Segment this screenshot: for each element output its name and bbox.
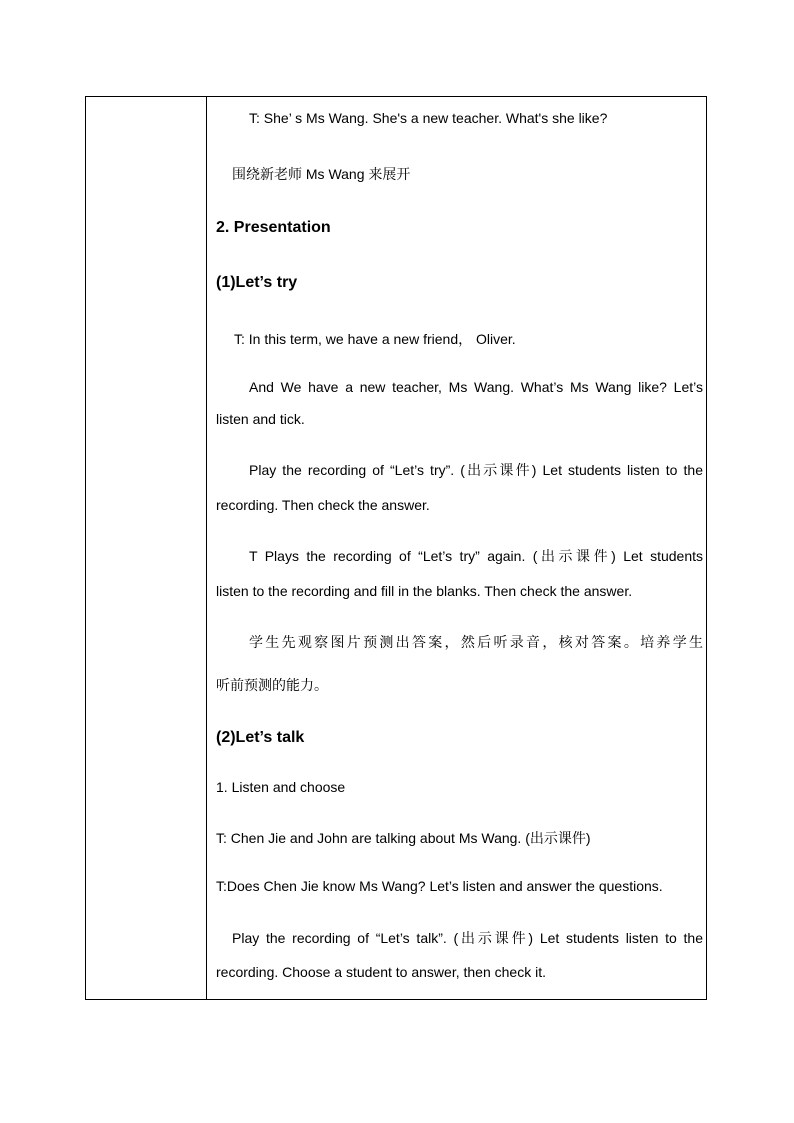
text-line: T: Chen Jie and John are talking about Ms Wang. (出示课件) [216,830,591,846]
text-line: 围绕新老师 Ms Wang 来展开 [232,166,411,182]
text-line: 学生先观察图片预测出答案，然后听录音，核对答案。培养学生 [249,634,703,650]
lesson-plan-table [85,96,707,1000]
text-line: recording. Choose a student to answer, then check it. [216,964,546,980]
subsection-heading: (1)Let’s try [216,274,298,291]
text-line: And We have a new teacher, Ms Wang. What’s Ms Wang like? Let’s [249,379,703,395]
text-line: 1. Listen and choose [216,779,346,795]
left-column-cell [86,97,207,999]
text-line: T Plays the recording of “Let’s try” again. (出示课件) Let students [249,548,703,564]
text-line: listen and tick. [216,411,305,427]
text-line: 听前预测的能力。 [216,677,328,693]
subsection-heading: (2)Let’s talk [216,729,305,746]
text-line: T: In this term, we have a new friend， Oliver. [234,331,516,347]
text-line: Play the recording of “Let’s talk”. (出示课件) Let students listen to the [232,930,703,946]
text-line: recording. Then check the answer. [216,497,430,513]
text-line: T: She’ s Ms Wang. She's a new teacher. What's she like? [249,110,608,126]
text-line: listen to the recording and fill in the blanks. Then check the answer. [216,583,633,599]
section-heading: 2. Presentation [216,219,331,236]
right-column-cell [207,97,706,999]
text-line: Play the recording of “Let’s try”. (出示课件) Let students listen to the [249,462,703,478]
text-line: T:Does Chen Jie know Ms Wang? Let’s listen and answer the questions. [216,878,663,894]
